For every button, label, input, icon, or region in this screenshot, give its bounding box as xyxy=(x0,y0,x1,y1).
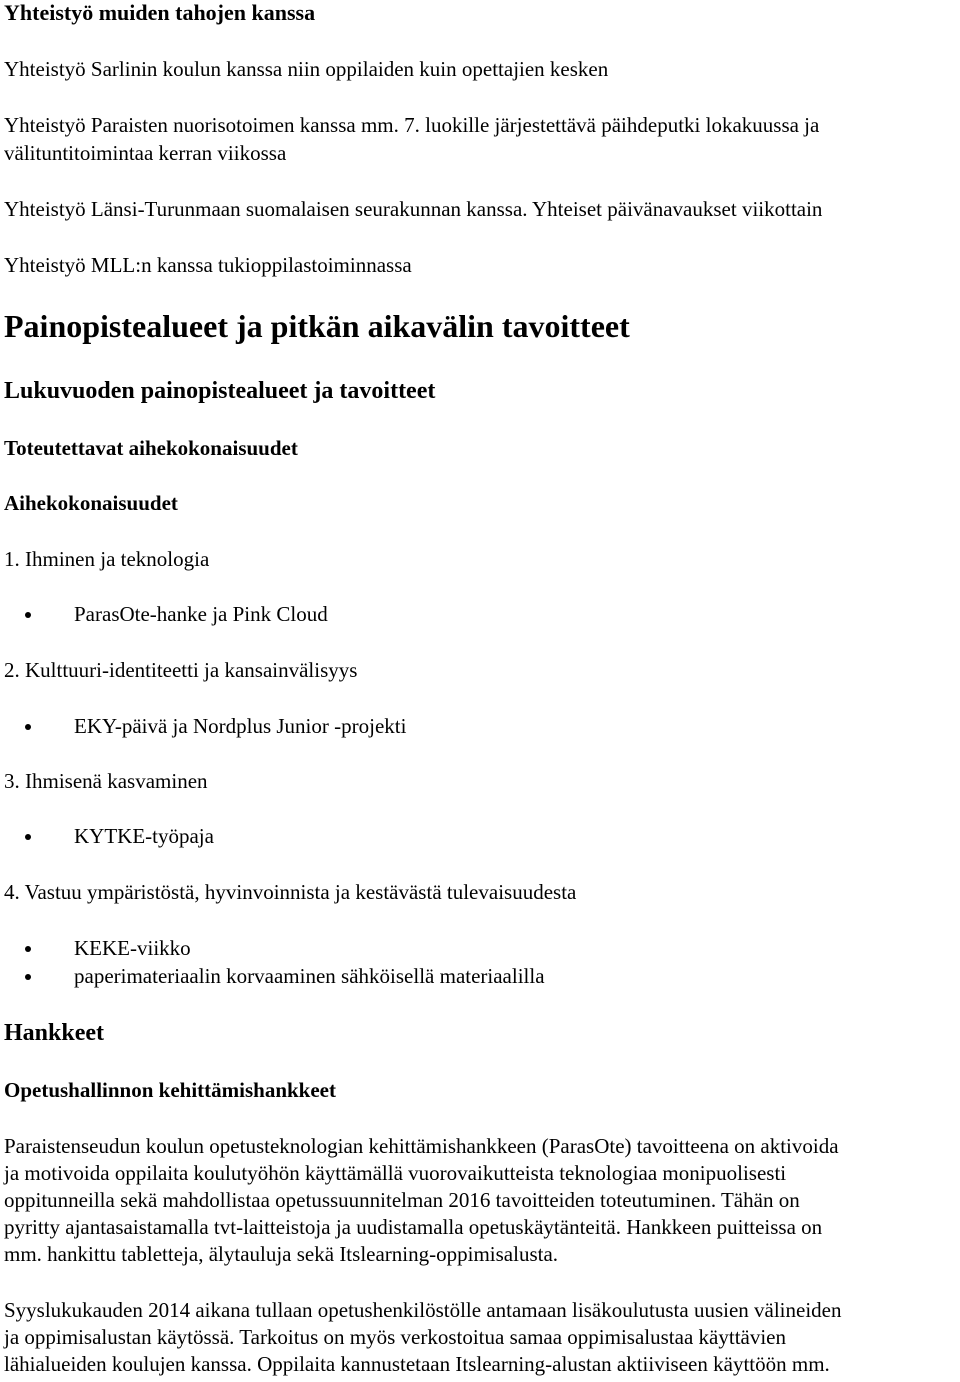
bullet-icon xyxy=(25,724,31,730)
paragraph-line: ja oppimisalustan käytössä. Tarkoitus on myös verkostoitua samaa oppimisalustaa käyttävien xyxy=(4,1325,787,1349)
paragraph-seurakunta: Yhteistyö Länsi-Turunmaan suomalaisen seurakunnan kanssa. Yhteiset päivänavaukset viikottain xyxy=(4,197,823,221)
subheading-opetushallinnon: Opetushallinnon kehittämishankkeet xyxy=(4,1078,337,1102)
paragraph-line: oppitunneilla sekä mahdollistaa opetussuunnitelman 2016 tavoitteiden toteutuminen. Tähän on xyxy=(4,1188,800,1212)
paragraph-nuorisotoimi-line2: välituntitoimintaa kerran viikossa xyxy=(4,141,287,165)
bullet-icon xyxy=(25,974,31,980)
paragraph-syyslukukausi xyxy=(4,1297,956,1378)
topic-title-4: 4. Vastuu ympäristöstä, hyvinvoinnista ja kestävästä tulevaisuudesta xyxy=(4,880,577,904)
paragraph-line: Paraistenseudun koulun opetusteknologian kehittämishankkeen (ParasOte) tavoitteena on aktivoida xyxy=(4,1134,839,1158)
paragraph-nuorisotoimi-line1: Yhteistyö Paraisten nuorisotoimen kanssa mm. 7. luokille järjestettävä päihdeputki lokakuussa ja xyxy=(4,113,820,137)
paragraph-line: ja motivoida oppilaita koulutyöhön käyttämällä vuorovaikutteista teknologiaa monipuolisesti xyxy=(4,1161,787,1185)
subheading-aihekokonaisuudet: Aihekokonaisuudet xyxy=(4,491,178,515)
topic-title-1: 1. Ihminen ja teknologia xyxy=(4,547,210,571)
list-item-text: EKY-päivä ja Nordplus Junior -projekti xyxy=(74,714,407,738)
paragraph-line: pyritty ajantasaistamalla tvt-laitteistoja ja uudistamalla opetuskäytänteitä. Hankkeen puitteissa on xyxy=(4,1215,823,1239)
section-heading-hankkeet: Hankkeet xyxy=(4,1020,105,1046)
list-item-text: paperimateriaalin korvaaminen sähköisellä materiaalilla xyxy=(74,964,545,988)
subheading-lukuvuoden: Lukuvuoden painopistealueet ja tavoitteet xyxy=(4,378,436,404)
topic-title-2: 2. Kulttuuri-identiteetti ja kansainvälisyys xyxy=(4,658,358,682)
bullet-icon xyxy=(25,612,31,618)
main-heading-painopistealueet: Painopistealueet ja pitkän aikavälin tavoitteet xyxy=(4,308,630,344)
paragraph-line: lähialueiden koulujen kanssa. Oppilaita kannustetaan Itslearning-alustan aktiiviseen käyttöön mm. xyxy=(4,1352,830,1376)
subheading-toteutettavat: Toteutettavat aihekokonaisuudet xyxy=(4,436,298,460)
paragraph-sarlin: Yhteistyö Sarlinin koulun kanssa niin oppilaiden kuin opettajien kesken xyxy=(4,57,609,81)
list-item-text: ParasOte-hanke ja Pink Cloud xyxy=(74,602,328,626)
paragraph-line: mm. hankittu tabletteja, älytauluja sekä Itslearning-oppimisalusta. xyxy=(4,1242,559,1266)
paragraph-mll: Yhteistyö MLL:n kanssa tukioppilastoiminnassa xyxy=(4,253,412,277)
list-item-text: KYTKE-työpaja xyxy=(74,824,214,848)
list-item-text: KEKE-viikko xyxy=(74,936,191,960)
paragraph-parasote xyxy=(4,1133,956,1268)
topic-title-3: 3. Ihmisenä kasvaminen xyxy=(4,769,208,793)
section-heading-yhteistyo: Yhteistyö muiden tahojen kanssa xyxy=(4,0,316,25)
bullet-icon xyxy=(25,834,31,840)
bullet-icon xyxy=(25,946,31,952)
paragraph-line: Syyslukukauden 2014 aikana tullaan opetushenkilöstölle antamaan lisäkoulutusta uusien välineiden xyxy=(4,1298,842,1322)
